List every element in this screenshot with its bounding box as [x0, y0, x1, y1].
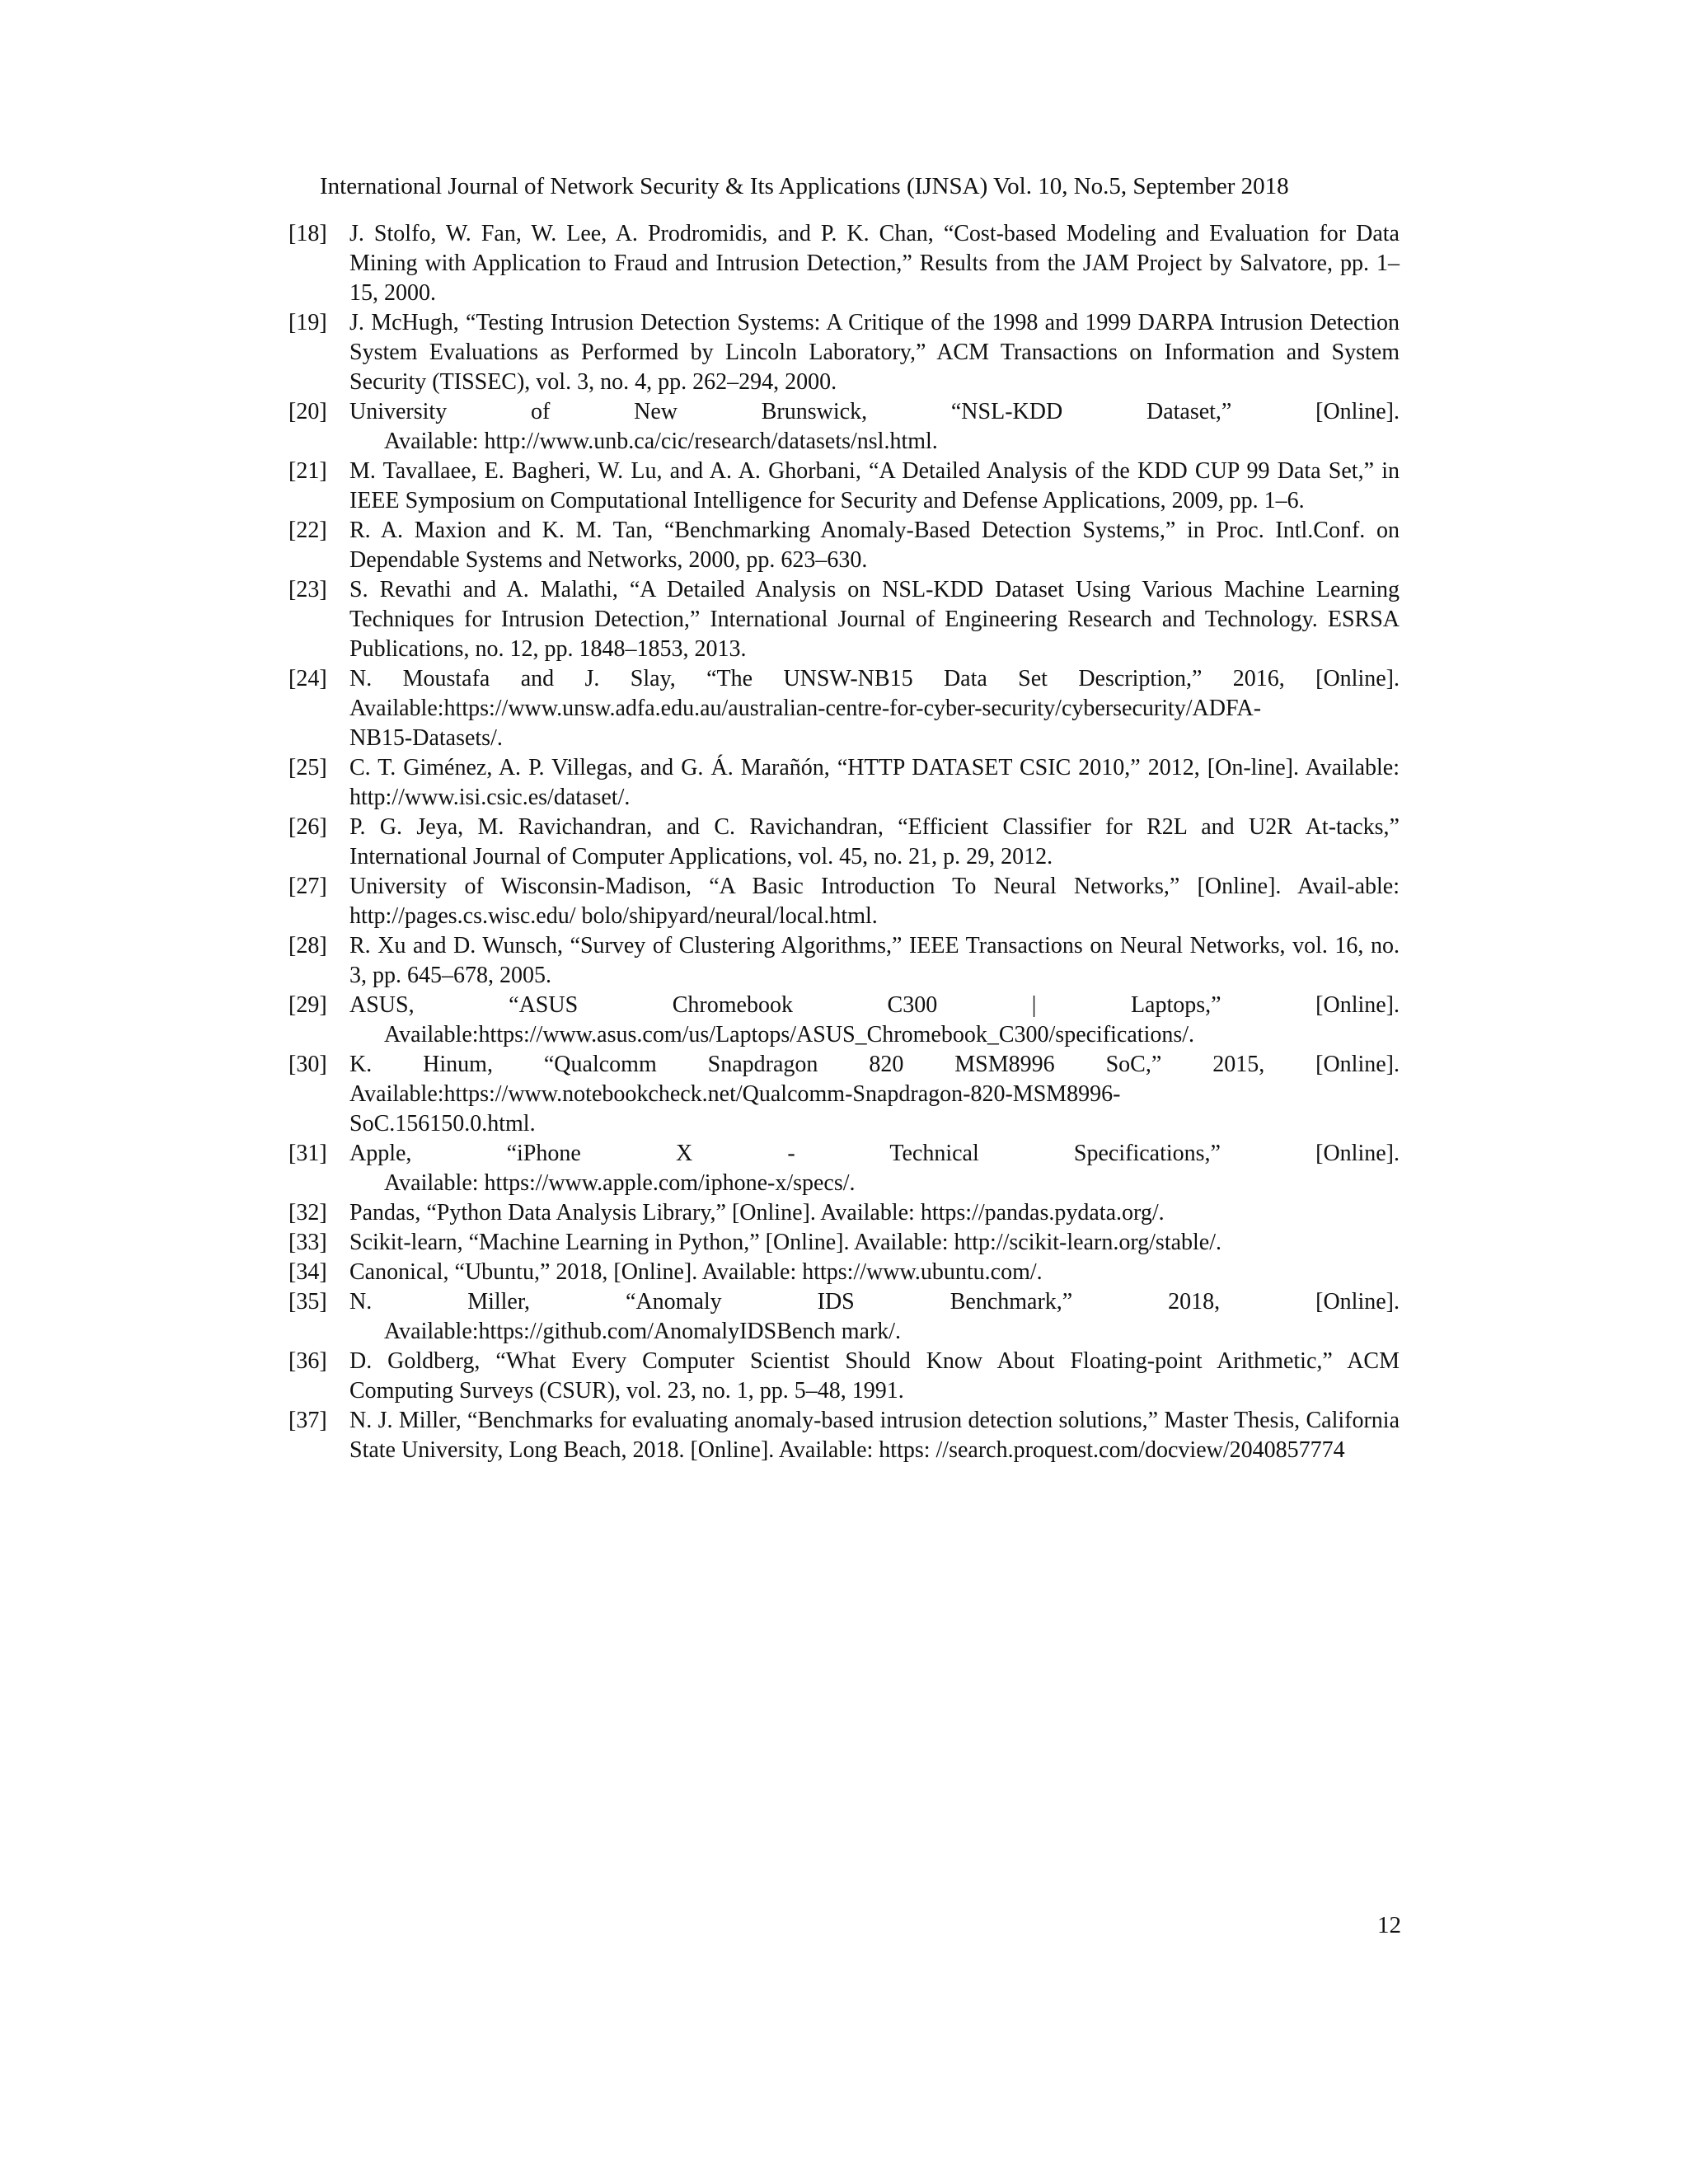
reference-line: NB15-Datasets/.	[349, 725, 503, 751]
reference-text: University of Wisconsin-Madison, “A Basic Introduction To Neural Networks,” [Online]. Avail-able: http://pages.cs.wisc.edu/ bolo/shipyard/neural/local.html.	[349, 874, 1400, 929]
reference-text: M. Tavallaee, E. Bagheri, W. Lu, and A. A. Ghorbani, “A Detailed Analysis of the KDD CUP 99 Data Set,” in IEEE Symposium on Computational Intelligence for Security and Defense Applications, 2009, pp. 1–6.	[349, 458, 1400, 513]
reference-item	[288, 516, 1400, 575]
reference-line: Apple, “iPhone X - Technical Specifications,” [Online].	[349, 1141, 1400, 1166]
reference-line: Available:https://www.unsw.adfa.edu.au/australian-centre-for-cyber-security/cybersecurity/ADFA-	[349, 696, 1262, 721]
reference-text: R. A. Maxion and K. M. Tan, “Benchmarking Anomaly-Based Detection Systems,” in Proc. Intl.Conf. on Dependable Systems and Networks, 2000, pp. 623–630.	[349, 518, 1400, 573]
reference-item	[288, 872, 1400, 931]
reference-text	[349, 1050, 1400, 1139]
reference-line: University of New Brunswick, “NSL-KDD Dataset,” [Online].	[349, 399, 1400, 424]
reference-text: Canonical, “Ubuntu,” 2018, [Online]. Available: https://www.ubuntu.com/.	[349, 1259, 1043, 1285]
reference-item	[288, 1050, 1400, 1139]
reference-number: [37]	[288, 1408, 327, 1433]
reference-item	[288, 931, 1400, 991]
reference-text: J. Stolfo, W. Fan, W. Lee, A. Prodromidis, and P. K. Chan, “Cost-based Modeling and Evaluation for Data Mining with Application to Fraud and Intrusion Detection,” Results from the JAM Project by Salvatore, pp. 1–15, 2000.	[349, 221, 1400, 306]
reference-item	[288, 219, 1400, 308]
reference-text	[349, 1139, 1400, 1198]
reference-text	[349, 397, 1400, 457]
reference-number: [23]	[288, 577, 327, 602]
reference-number: [18]	[288, 221, 327, 246]
reference-text: S. Revathi and A. Malathi, “A Detailed Analysis on NSL-KDD Dataset Using Various Machine Learning Techniques for Intrusion Detection,” International Journal of Engineering Research and Technology. ESRSA Publications, no. 12, pp. 1848–1853, 2013.	[349, 577, 1400, 662]
reference-number: [22]	[288, 518, 327, 543]
reference-text	[349, 664, 1400, 753]
reference-number: [26]	[288, 814, 327, 840]
reference-line: Available: http://www.unb.ca/cic/research/datasets/nsl.html.	[384, 429, 938, 454]
reference-item	[288, 1406, 1400, 1465]
reference-item	[288, 457, 1400, 516]
reference-text	[349, 991, 1400, 1050]
reference-text: C. T. Giménez, A. P. Villegas, and G. Á. Marañón, “HTTP DATASET CSIC 2010,” 2012, [On-line]. Available: http://www.isi.csic.es/dataset/.	[349, 755, 1400, 810]
reference-number: [34]	[288, 1259, 327, 1285]
reference-number: [32]	[288, 1200, 327, 1226]
reference-number: [31]	[288, 1141, 327, 1166]
reference-line: Available: https://www.apple.com/iphone-x/specs/.	[384, 1170, 856, 1196]
reference-number: [20]	[288, 399, 327, 424]
reference-text: P. G. Jeya, M. Ravichandran, and C. Ravichandran, “Efficient Classifier for R2L and U2R At-tacks,” International Journal of Computer Applications, vol. 45, no. 21, p. 29, 2012.	[349, 814, 1400, 869]
reference-number: [19]	[288, 310, 327, 335]
reference-item	[288, 813, 1400, 872]
reference-item	[288, 1139, 1400, 1198]
reference-item	[288, 991, 1400, 1050]
reference-number: [35]	[288, 1289, 327, 1315]
reference-line: SoC.156150.0.html.	[349, 1111, 536, 1137]
reference-line: K. Hinum, “Qualcomm Snapdragon 820 MSM8996 SoC,” 2015, [Online].	[349, 1052, 1400, 1077]
reference-item	[288, 397, 1400, 457]
reference-line: N. Moustafa and J. Slay, “The UNSW-NB15 Data Set Description,” 2016, [Online].	[349, 666, 1400, 691]
reference-text: N. J. Miller, “Benchmarks for evaluating anomaly-based intrusion detection solutions,” Master Thesis, California State University, Long Beach, 2018. [Online]. Available: https: //search.proquest.com/docview/2040857774	[349, 1408, 1400, 1463]
reference-number: [21]	[288, 458, 327, 484]
reference-number: [36]	[288, 1348, 327, 1374]
reference-number: [27]	[288, 874, 327, 899]
reference-number: [29]	[288, 992, 327, 1018]
reference-line: Available:https://github.com/AnomalyIDSBench mark/.	[384, 1319, 902, 1344]
reference-text: Pandas, “Python Data Analysis Library,” [Online]. Available: https://pandas.pydata.org/.	[349, 1200, 1165, 1226]
reference-number: [25]	[288, 755, 327, 780]
reference-item	[288, 1287, 1400, 1347]
reference-item	[288, 575, 1400, 664]
running-header: International Journal of Network Security & Its Applications (IJNSA) Vol. 10, No.5, September 2018	[320, 173, 1289, 199]
page-number: 12	[1377, 1912, 1401, 1938]
reference-item	[288, 308, 1400, 397]
reference-item	[288, 753, 1400, 813]
reference-text	[349, 1287, 1400, 1347]
reference-number: [24]	[288, 666, 327, 691]
reference-text: J. McHugh, “Testing Intrusion Detection Systems: A Critique of the 1998 and 1999 DARPA Intrusion Detection System Evaluations as Performed by Lincoln Laboratory,” ACM Transactions on Information and System Security (TISSEC), vol. 3, no. 4, pp. 262–294, 2000.	[349, 310, 1400, 395]
reference-number: [30]	[288, 1052, 327, 1077]
reference-text: R. Xu and D. Wunsch, “Survey of Clustering Algorithms,” IEEE Transactions on Neural Networks, vol. 16, no. 3, pp. 645–678, 2005.	[349, 933, 1400, 988]
reference-line: Available:https://www.asus.com/us/Laptops/ASUS_Chromebook_C300/specifications/.	[384, 1022, 1195, 1047]
reference-line: Available:https://www.notebookcheck.net/Qualcomm-Snapdragon-820-MSM8996-	[349, 1081, 1121, 1107]
reference-item	[288, 1347, 1400, 1406]
reference-text: Scikit-learn, “Machine Learning in Python,” [Online]. Available: http://scikit-learn.org/stable/.	[349, 1230, 1222, 1255]
reference-item	[288, 1198, 1400, 1228]
reference-line: ASUS, “ASUS Chromebook C300 | Laptops,” [Online].	[349, 992, 1400, 1018]
reference-text: D. Goldberg, “What Every Computer Scientist Should Know About Floating-point Arithmetic,” ACM Computing Surveys (CSUR), vol. 23, no. 1, pp. 5–48, 1991.	[349, 1348, 1400, 1404]
reference-number: [28]	[288, 933, 327, 958]
reference-line: N. Miller, “Anomaly IDS Benchmark,” 2018, [Online].	[349, 1289, 1400, 1315]
reference-number: [33]	[288, 1230, 327, 1255]
reference-item	[288, 664, 1400, 753]
reference-item	[288, 1228, 1400, 1258]
reference-list	[288, 219, 1400, 1465]
reference-item	[288, 1258, 1400, 1287]
